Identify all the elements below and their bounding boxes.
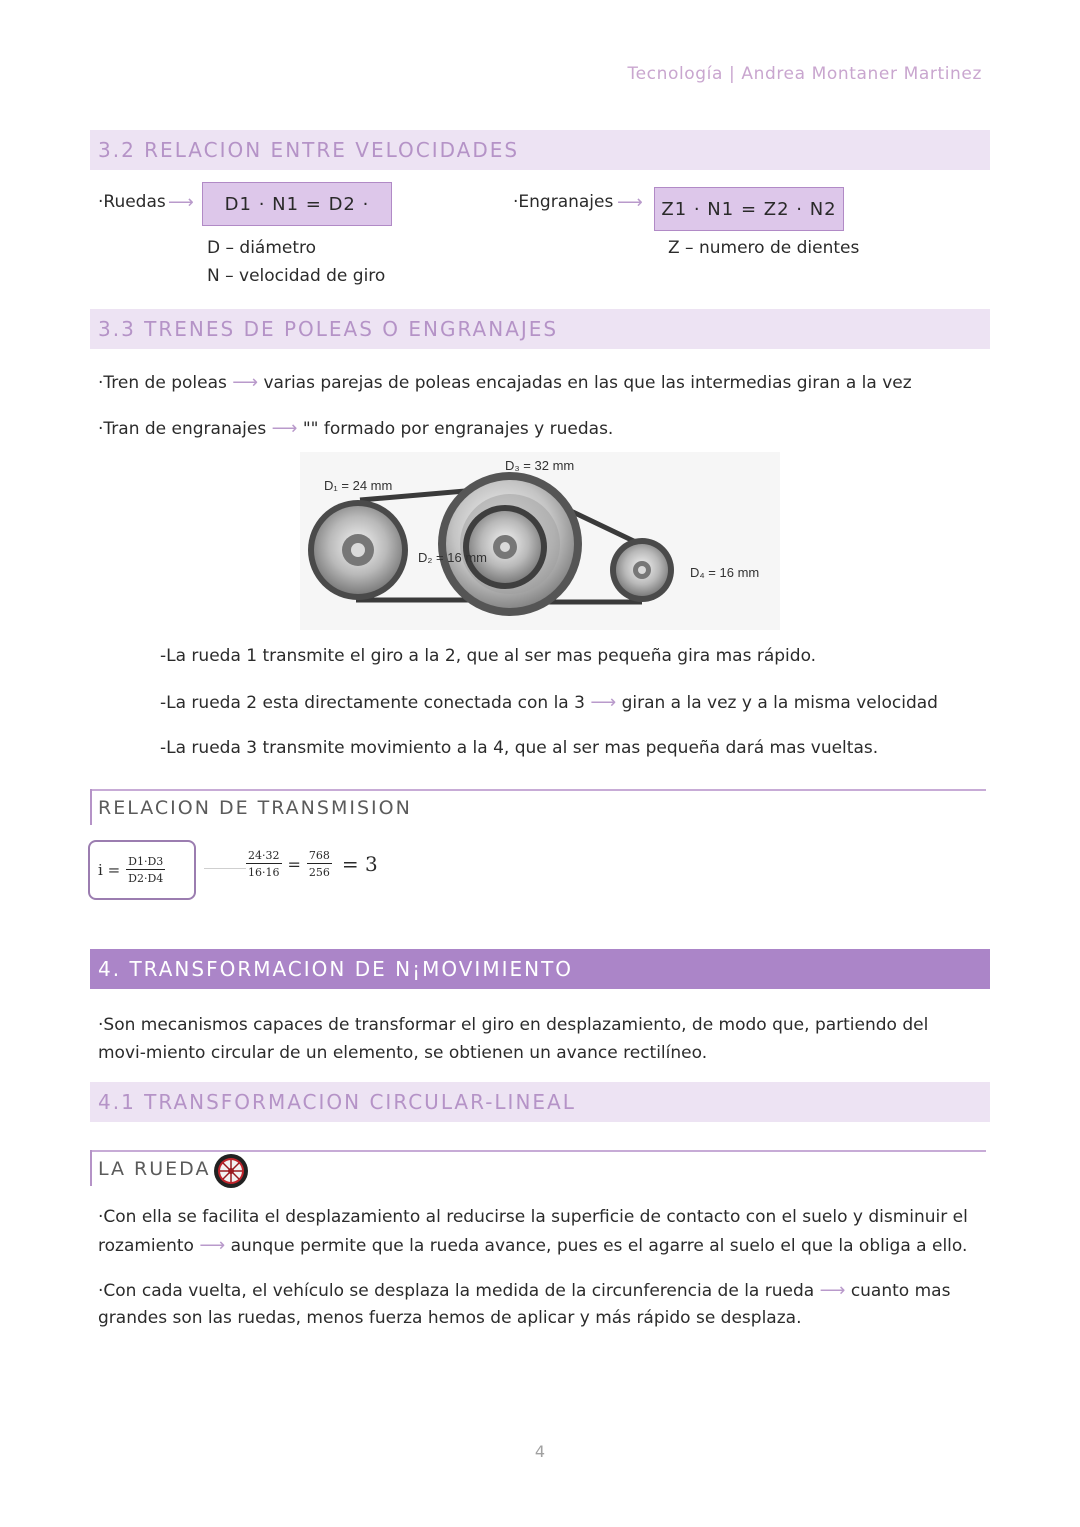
page-number: 4 [534, 1442, 546, 1461]
calc-result: = 3 [341, 852, 378, 876]
tren-poleas-line [98, 372, 912, 393]
relacion-left-line [90, 789, 92, 825]
tren-engranajes-line [98, 418, 613, 439]
ratio-numerator: D1·D3 [128, 855, 164, 868]
ratio-calculation [246, 849, 378, 879]
arrow-icon: ⟶ [617, 192, 643, 213]
engranajes-formula-box [654, 187, 844, 231]
engranajes-def: Z – numero de dientes [668, 238, 860, 258]
rueda-paragraph-2-mid: cuanto mas [850, 1281, 951, 1301]
calc-denominator-2: 256 [308, 866, 330, 879]
engranajes-label: ·Engranajes [513, 192, 614, 212]
ruedas-def-velocidad: N – velocidad de giro [207, 266, 386, 286]
section-3-3-title: 3.3 TRENES DE POLEAS O ENGRANAJES [98, 317, 559, 341]
ruedas-def-diametro: D – diámetro [207, 238, 317, 258]
rueda-paragraph-1-line-1: ·Con ella se facilita el desplazamiento al reducirse la superficie de contacto con el suelo y disminuir el [98, 1207, 968, 1227]
ruedas-formula-box [202, 182, 392, 226]
ratio-i-label: i = [98, 861, 121, 879]
ratio-denominator: D2·D4 [128, 872, 164, 885]
relacion-title: RELACION DE TRANSMISION [98, 797, 412, 819]
arrow-icon: ⟶ [271, 418, 298, 439]
rueda-title: LA RUEDA [98, 1158, 211, 1180]
bullet-rueda-1: -La rueda 1 transmite el giro a la 2, que al ser mas pequeña gira mas rápido. [160, 646, 817, 666]
arrow-icon: ⟶ [819, 1280, 846, 1301]
section-3-2-band [90, 130, 990, 170]
calc-numerator-1: 24·32 [248, 849, 280, 862]
section-4-band [90, 949, 990, 989]
relacion-rule [90, 789, 986, 791]
label-d2: D₂ = 16 mm [418, 550, 487, 565]
tren-engranajes-text: "" formado por engranajes y ruedas. [302, 419, 614, 439]
calc-fraction-2 [307, 849, 332, 879]
rueda-left-line [90, 1150, 92, 1186]
rueda-paragraph-2-start: ·Con cada vuelta, el vehículo se desplaza la medida de la circunferencia de la rueda [98, 1281, 815, 1301]
section-3-2-title: 3.2 RELACION ENTRE VELOCIDADES [98, 138, 520, 162]
label-d4: D₄ = 16 mm [690, 565, 760, 580]
pulley-2 [463, 505, 547, 589]
arrow-icon: ⟶ [168, 192, 194, 213]
rueda-paragraph-1-rest: aunque permite que la rueda avance, pues es el agarre al suelo el que la obliga a ello. [230, 1236, 968, 1256]
rueda-rozamiento: rozamiento [98, 1236, 194, 1256]
rueda-paragraph-2-line-1 [98, 1280, 950, 1301]
connector-line [204, 868, 246, 869]
tren-poleas-label: ·Tren de poleas [98, 373, 227, 393]
arrow-icon: ⟶ [199, 1235, 226, 1256]
rueda-paragraph-1-line-2 [98, 1235, 967, 1256]
ratio-formula-box [88, 840, 196, 900]
tren-engranajes-label: ·Tran de engranajes [98, 419, 267, 439]
calc-equals: = [287, 854, 301, 874]
wheel-icon [212, 1152, 250, 1190]
ruedas-formula: D1 · N1 = D2 · [224, 193, 370, 215]
section-4-1-band [90, 1082, 990, 1122]
ratio-fraction [126, 855, 165, 885]
calc-denominator-1: 16·16 [248, 866, 280, 879]
tren-poleas-text: varias parejas de poleas encajadas en las que las intermedias giran a la vez [263, 373, 912, 393]
label-d1: D₁ = 24 mm [324, 478, 393, 493]
section-3-3-band [90, 309, 990, 349]
section-4-text: ·Son mecanismos capaces de transformar el giro en desplazamiento, de modo que, partiendo del movi-miento circular de un elemento, se obtienen un avance rectilíneo. [98, 1015, 929, 1063]
section-4-1-title: 4.1 TRANSFORMACION CIRCULAR-LINEAL [98, 1090, 576, 1114]
bullet-rueda-2-line [160, 692, 938, 713]
engranajes-formula: Z1 · N1 = Z2 · N2 [661, 198, 837, 220]
arrow-icon: ⟶ [232, 372, 259, 393]
document-header: Tecnología | Andrea Montaner Martinez [627, 64, 982, 84]
label-d3: D₃ = 32 mm [505, 458, 575, 473]
bullet-rueda-2: -La rueda 2 esta directamente conectada con la 3 [160, 693, 585, 713]
bullet-rueda-2-result: giran a la vez y a la misma velocidad [621, 693, 938, 713]
ruedas-label: ·Ruedas [98, 192, 166, 212]
section-4-title: 4. TRANSFORMACION DE N¡MOVIMIENTO [98, 957, 574, 981]
bullet-rueda-3: -La rueda 3 transmite movimiento a la 4, que al ser mas pequeña dará mas vueltas. [160, 738, 879, 758]
pulley-train-figure [300, 452, 780, 630]
calc-fraction-1 [246, 849, 282, 879]
rueda-paragraph-2-line-2: grandes son las ruedas, menos fuerza hemos de aplicar y más rápido se desplaza. [98, 1308, 802, 1328]
calc-numerator-2: 768 [308, 849, 330, 862]
pulley-4 [610, 538, 674, 602]
arrow-icon: ⟶ [590, 692, 617, 713]
pulley-1 [308, 500, 408, 600]
